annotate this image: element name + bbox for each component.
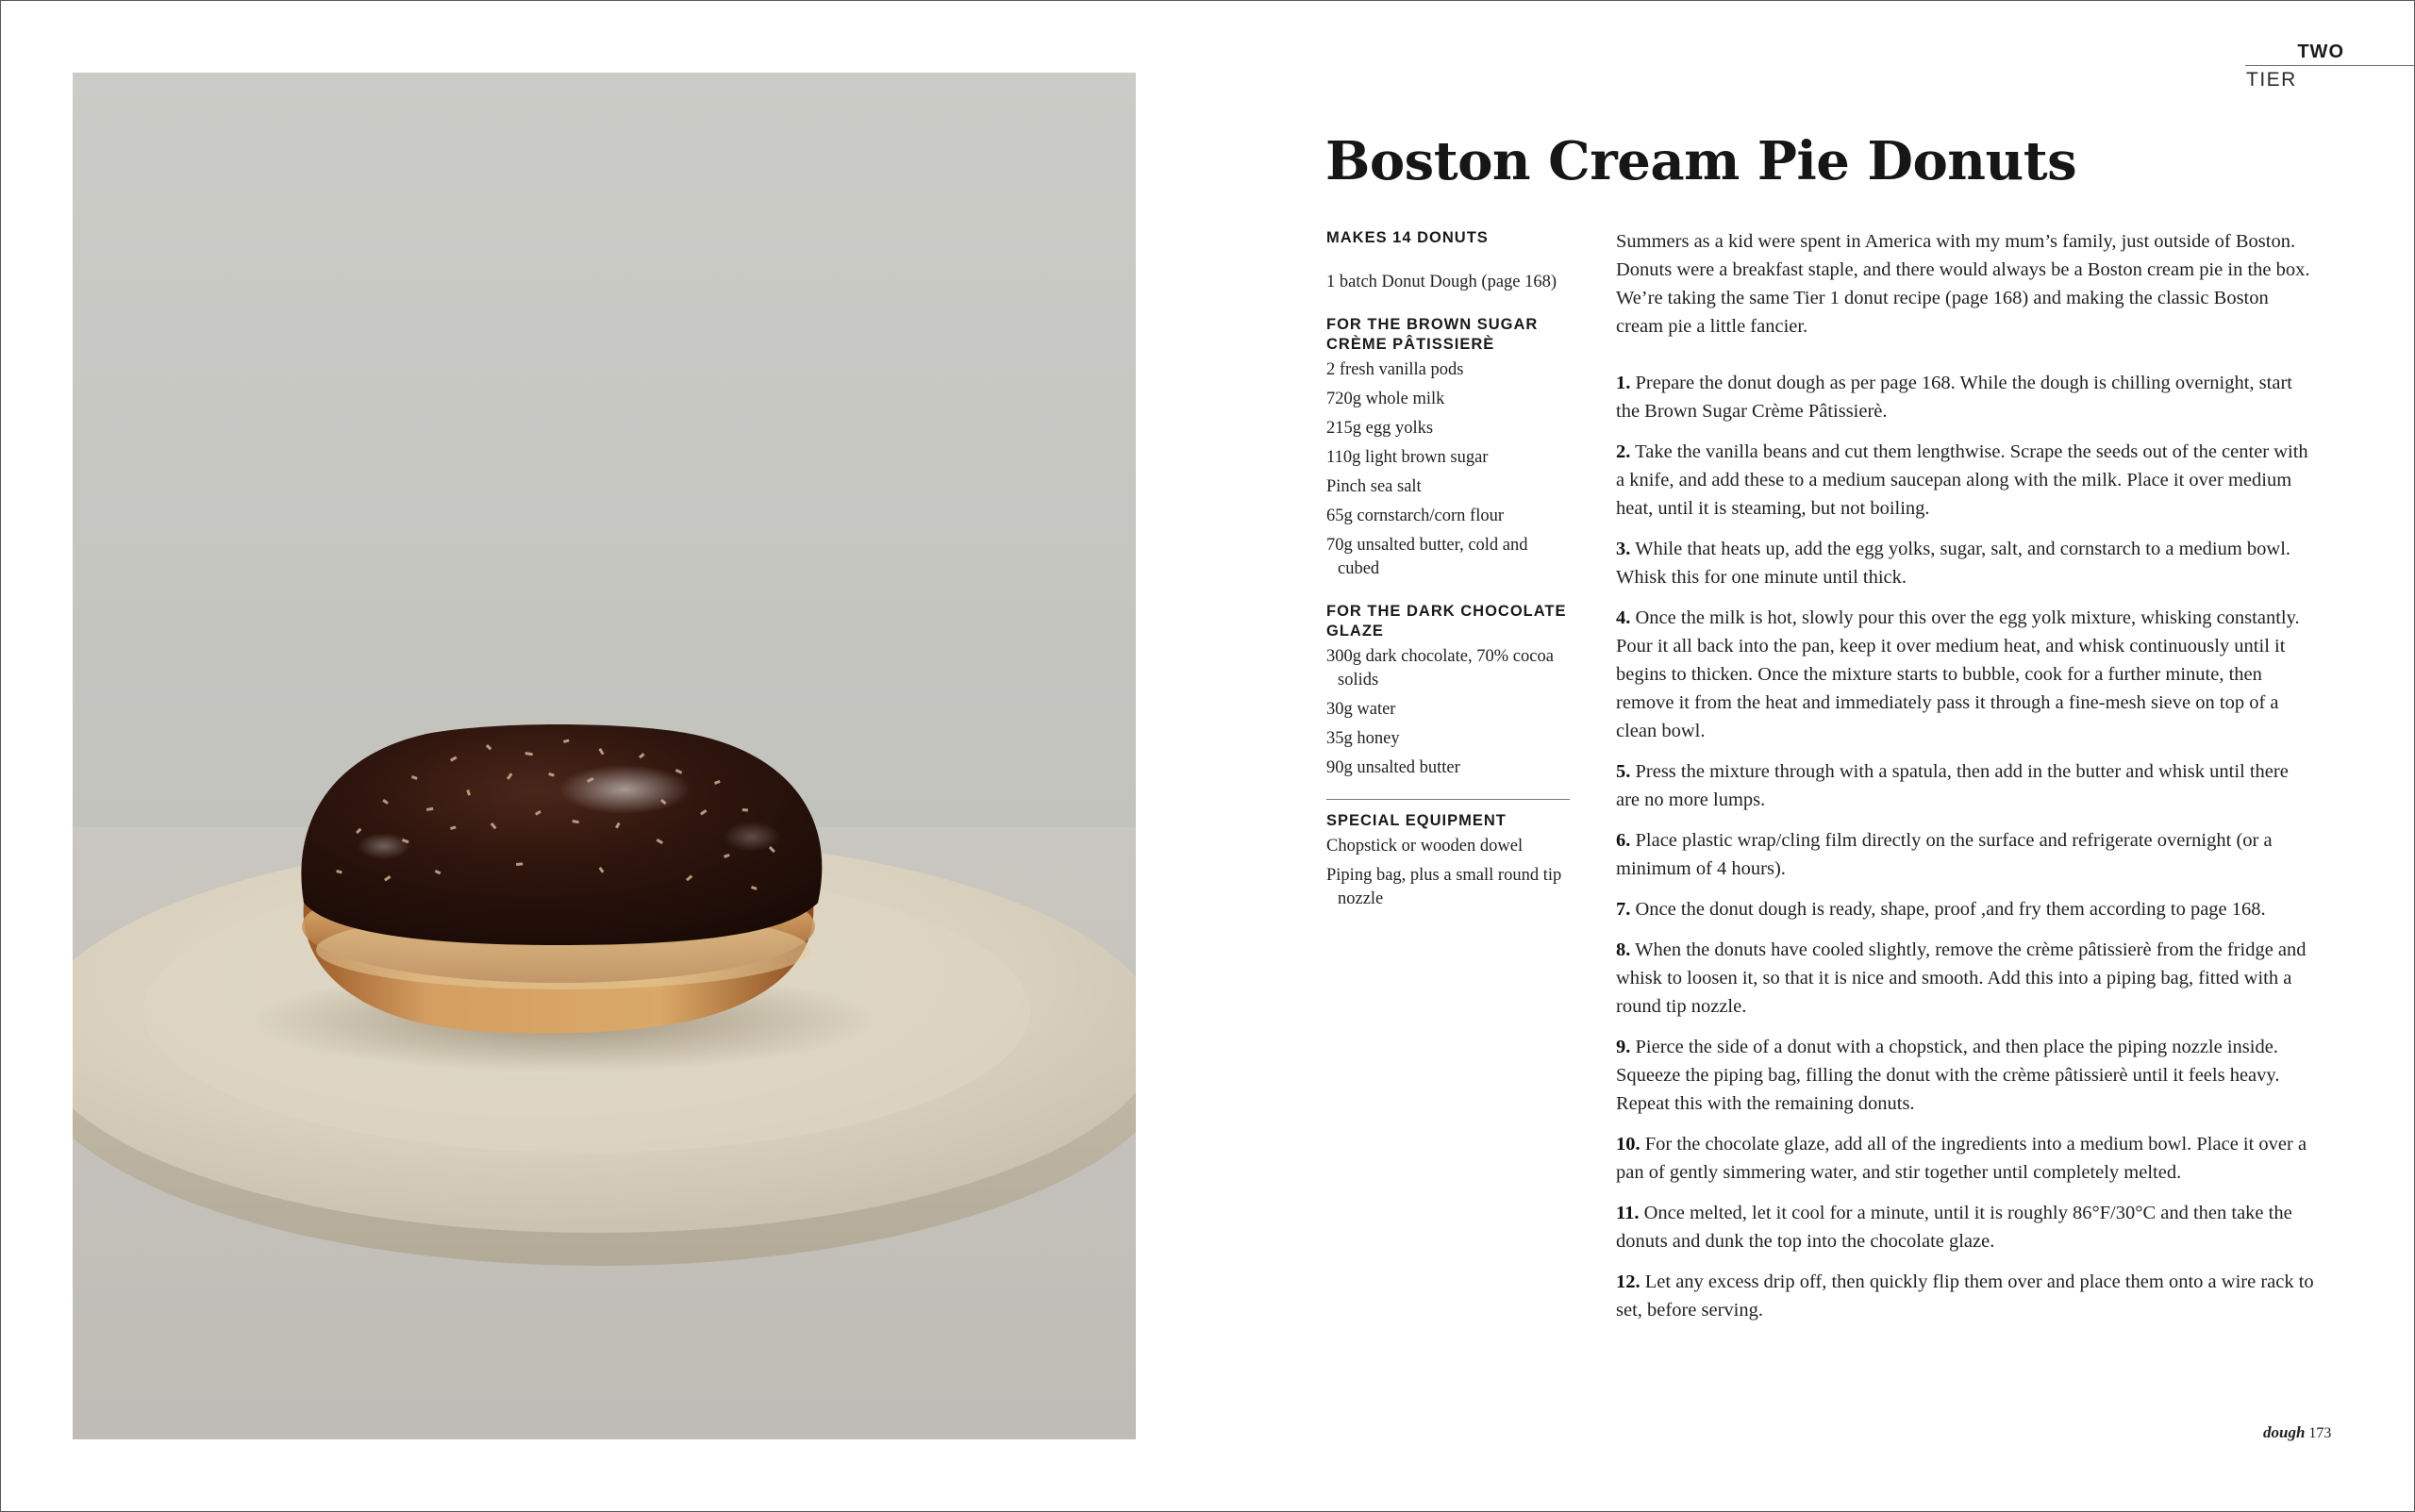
step-number: 8. (1616, 939, 1631, 960)
step-number: 4. (1616, 607, 1631, 628)
step-number: 6. (1616, 830, 1631, 851)
method-step (1616, 757, 2314, 814)
method-step (1616, 1033, 2314, 1118)
step-text: Press the mixture through with a spatula, then add in the butter and whisk until there are no more lumps. (1616, 761, 2289, 810)
method-step (1616, 1268, 2314, 1324)
ingredient-item: 1 batch Donut Dough (page 168) (1326, 273, 1557, 291)
method-steps (1616, 369, 2314, 1324)
ingredient-item: 720g whole milk (1326, 390, 1445, 408)
donut-photo (73, 73, 1136, 1439)
step-text: Prepare the donut dough as per page 168. While the dough is chilling overnight, start the Brown Sugar Crème Pâtissierè. (1616, 373, 2292, 422)
glaze-ingredients-list (1326, 645, 1572, 780)
recipe-yield: MAKES 14 DONUTS (1326, 229, 1489, 246)
tier-label: TIER (2246, 69, 2297, 91)
step-text: While that heats up, add the egg yolks, sugar, salt, and cornstarch to a medium bowl. Whisk this for one minute until thick. (1616, 539, 2291, 588)
step-number: 7. (1616, 899, 1631, 920)
ingredient-item: 300g dark chocolate, 70% cocoa solids (1326, 647, 1554, 690)
step-text: Let any excess drip off, then quickly flip them over and place them onto a wire rack to set, before serving. (1616, 1271, 2314, 1321)
ingredient-item: 215g egg yolks (1326, 419, 1434, 438)
method-step (1616, 438, 2314, 523)
tier-divider (2245, 65, 2415, 66)
step-number: 9. (1616, 1037, 1631, 1057)
step-text: Once the milk is hot, slowly pour this over the egg yolk mixture, whisking constantly. Pour it all back into the pan, keep it over medium heat, and whisk continuously until it begins to thicken. Once the mixture starts to bubble, cook for a further minute, then remove it from the heat and immediately pass it through a fine-mesh sieve on top of a clean bowl. (1616, 607, 2300, 741)
ingredient-item: 90g unsalted butter (1326, 758, 1460, 777)
equipment-item: Chopstick or wooden dowel (1326, 837, 1524, 856)
step-number: 5. (1616, 761, 1631, 782)
method-step (1616, 895, 2314, 923)
ingredient-item: 35g honey (1326, 729, 1400, 748)
creme-ingredients-list (1326, 358, 1572, 581)
step-number: 3. (1616, 539, 1631, 559)
book-brand: dough (2263, 1423, 2306, 1441)
ingredient-item: 2 fresh vanilla pods (1326, 360, 1464, 379)
method-column (1616, 227, 2314, 1337)
method-step (1616, 369, 2314, 425)
step-text: For the chocolate glaze, add all of the ingredients into a medium bowl. Place it over a pan of gently simmering water, and stir together until completely melted. (1616, 1134, 2307, 1183)
equipment-divider (1326, 799, 1570, 800)
recipe-title: Boston Cream Pie Donuts (1325, 130, 2077, 192)
step-text: Once the donut dough is ready, shape, proof ,and fry them according to page 168. (1635, 899, 2266, 920)
step-number: 2. (1616, 441, 1631, 462)
equipment-list (1326, 835, 1572, 911)
ingredients-column (1326, 228, 1572, 917)
ingredient-item: 30g water (1326, 700, 1396, 719)
section-heading-creme: FOR THE BROWN SUGAR CRÈME PÂTISSIERÈ (1326, 316, 1539, 353)
step-number: 11. (1616, 1203, 1640, 1223)
step-text: Once melted, let it cool for a minute, until it is roughly 86°F/30°C and then take the donuts and dunk the top into the chocolate glaze. (1616, 1203, 2292, 1252)
recipe-intro: Summers as a kid were spent in America with my mum’s family, just outside of Boston. Donuts were a breakfast staple, and there would always be a Boston cream pie in the box. We’re taking the same Tier 1 donut recipe (page 168) and making the classic Boston cream pie a little fancier. (1616, 231, 2310, 337)
step-text: Take the vanilla beans and cut them lengthwise. Scrape the seeds out of the center with a knife, and add these to a medium saucepan along with the milk. Place it over medium heat, until it is steaming, but not boiling. (1616, 441, 2308, 519)
method-step (1616, 936, 2314, 1021)
section-heading-glaze: FOR THE DARK CHOCOLATE GLAZE (1326, 603, 1567, 640)
step-number: 1. (1616, 373, 1631, 393)
page-number: 173 (2308, 1425, 2332, 1441)
ingredient-item: 110g light brown sugar (1326, 448, 1489, 467)
base-ingredients-list (1326, 271, 1572, 294)
step-number: 12. (1616, 1271, 1641, 1292)
method-step (1616, 1130, 2314, 1187)
method-step (1616, 604, 2314, 745)
step-text: When the donuts have cooled slightly, remove the crème pâtissierè from the fridge and whisk to loosen it, so that it is nice and smooth. Add this into a piping bag, fitted with a round tip nozzle. (1616, 939, 2307, 1017)
ingredient-item: Pinch sea salt (1326, 477, 1422, 496)
ingredient-item: 65g cornstarch/corn flour (1326, 507, 1505, 525)
page-footer (2263, 1423, 2331, 1442)
method-step (1616, 826, 2314, 883)
step-number: 10. (1616, 1134, 1641, 1155)
method-step (1616, 535, 2314, 591)
tier-number: TWO (2297, 42, 2344, 62)
ingredient-item: 70g unsalted butter, cold and cubed (1326, 536, 1528, 578)
equipment-item: Piping bag, plus a small round tip nozzle (1326, 866, 1562, 908)
step-text: Place plastic wrap/cling film directly on the surface and refrigerate overnight (or a minimum of 4 hours). (1616, 830, 2273, 879)
equipment-heading: SPECIAL EQUIPMENT (1326, 812, 1507, 829)
method-step (1616, 1199, 2314, 1255)
step-text: Pierce the side of a donut with a chopstick, and then place the piping nozzle inside. Squeeze the piping bag, filling the donut with the crème pâtissierè until it feels heavy. Repeat this with the remaining donuts. (1616, 1037, 2280, 1114)
